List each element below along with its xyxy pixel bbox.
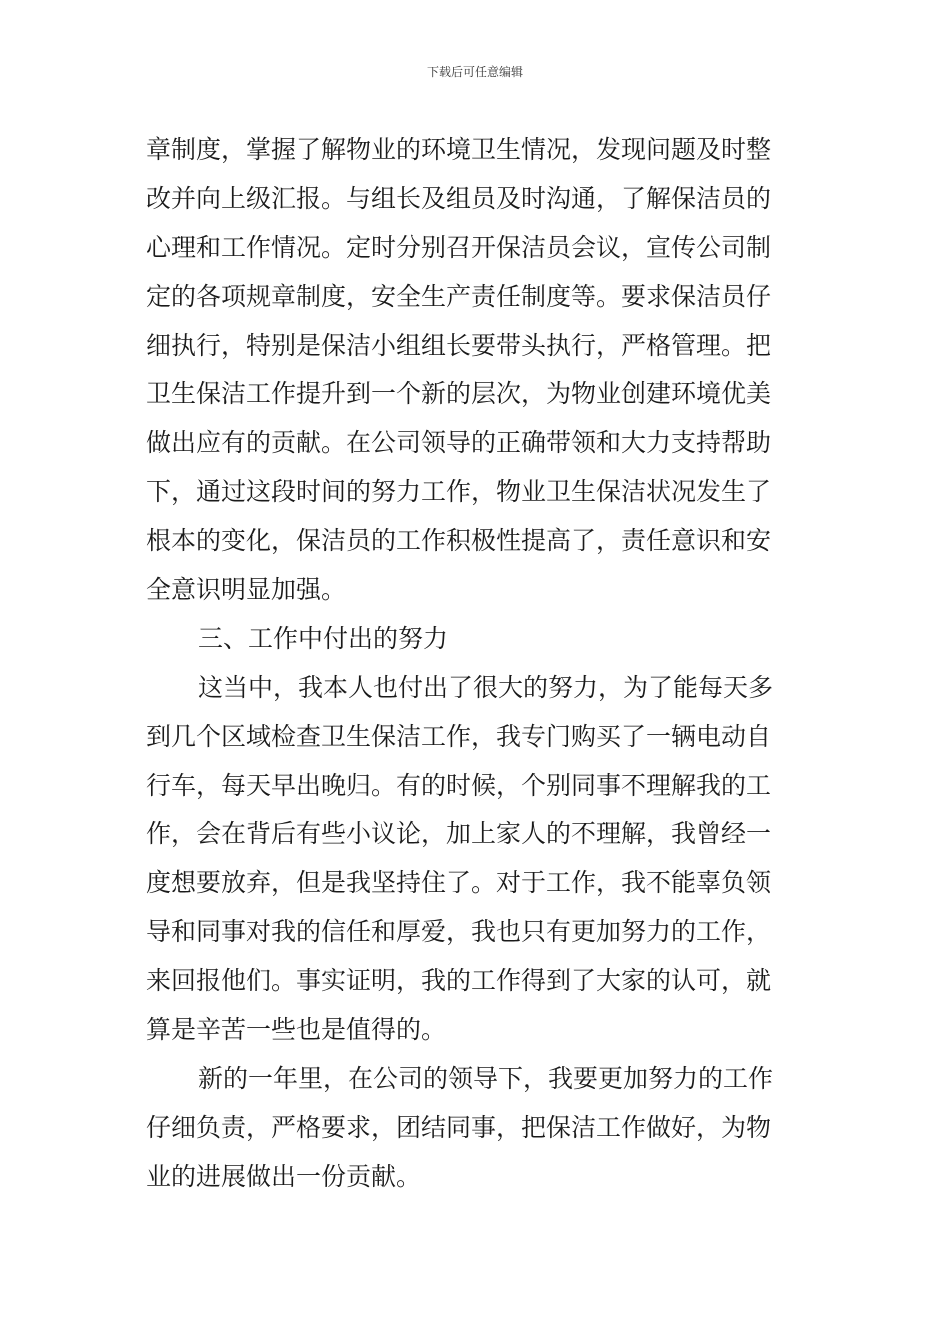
text-line: 根本的变化，保洁员的工作积极性提高了，责任意识和安 <box>146 526 772 556</box>
text-line: 仔细负责，严格要求，团结同事，把保洁工作做好，为物 <box>146 1112 772 1142</box>
text-line: 下，通过这段时间的努力工作，物业卫生保洁状况发生了 <box>146 477 772 507</box>
text-line: 卫生保洁工作提升到一个新的层次，为物业创建环境优美 <box>146 379 772 409</box>
text-line: 算是辛苦一些也是值得的。 <box>146 1015 447 1045</box>
text-line: 作，会在背后有些小议论，加上家人的不理解，我曾经一 <box>146 819 772 849</box>
text-line: 全意识明显加强。 <box>146 575 347 605</box>
text-line: 行车，每天早出晚归。有的时候，个别同事不理解我的工 <box>146 770 772 800</box>
text-line: 做出应有的贡献。在公司领导的正确带领和大力支持帮助 <box>146 428 772 458</box>
section-heading: 三、工作中付出的努力 <box>198 623 449 653</box>
text-line: 新的一年里，在公司的领导下，我要更加努力的工作 <box>198 1063 774 1093</box>
text-line: 导和同事对我的信任和厚爱，我也只有更加努力的工作， <box>146 917 772 947</box>
document-body <box>146 126 808 1202</box>
text-line: 到几个区域检查卫生保洁工作，我专门购买了一辆电动自 <box>146 721 772 751</box>
text-line: 心理和工作情况。定时分别召开保洁员会议，宣传公司制 <box>146 232 772 262</box>
text-line: 这当中，我本人也付出了很大的努力，为了能每天多 <box>198 672 774 702</box>
text-line: 定的各项规章制度，安全生产责任制度等。要求保洁员仔 <box>146 281 772 311</box>
text-line: 细执行，特别是保洁小组组长要带头执行，严格管理。把 <box>146 330 772 360</box>
text-line: 改并向上级汇报。与组长及组员及时沟通，了解保洁员的 <box>146 183 772 213</box>
text-line: 章制度，掌握了解物业的环境卫生情况，发现问题及时整 <box>146 135 772 164</box>
text-line: 来回报他们。事实证明，我的工作得到了大家的认可，就 <box>146 966 772 996</box>
text-line: 度想要放弃，但是我坚持住了。对于工作，我不能辜负领 <box>146 868 772 898</box>
page-header-note: 下载后可任意编辑 <box>426 65 523 79</box>
text-line: 业的进展做出一份贡献。 <box>146 1161 422 1191</box>
